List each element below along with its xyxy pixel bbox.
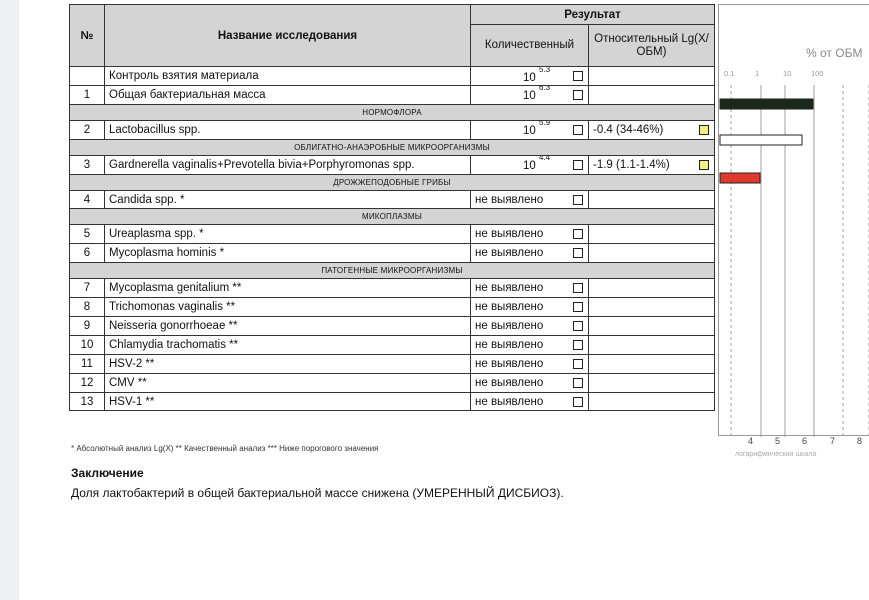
log-tick-label: 7 [830,436,836,446]
header-quantitative: Количественный [471,25,589,67]
result-checkbox[interactable] [573,397,583,407]
relative-cell [589,317,715,336]
header-name: Название исследования [105,5,471,67]
row-number: 3 [70,155,105,174]
chart-bar [720,173,760,183]
relative-cell [589,85,715,104]
test-name: CMV ** [105,373,471,392]
table-row [70,244,715,263]
quantitative-cell [471,373,589,392]
conclusion-title: Заключение [71,466,144,480]
quantitative-exponent: 5.3 [539,66,551,74]
table-row [70,392,715,411]
test-name: Mycoplasma hominis * [105,244,471,263]
log-tick-label: 6 [802,436,808,446]
result-checkbox[interactable] [573,90,583,100]
log-tick-label: 8 [857,436,863,446]
result-checkbox[interactable] [573,195,583,205]
log-tick-label: 4 [748,436,754,446]
row-number: 8 [70,298,105,317]
row-number: 11 [70,354,105,373]
section-label: НОРМОФЛОРА [70,104,715,120]
result-checkbox[interactable] [573,378,583,388]
row-number: 4 [70,190,105,209]
quantitative-text: не выявлено [475,376,544,389]
row-number: 13 [70,392,105,411]
header-num: № [70,5,105,67]
quantitative-base: 10 [523,125,536,138]
section-row [70,104,715,120]
result-checkbox[interactable] [573,302,583,312]
relative-cell [589,373,715,392]
chart-canvas [719,5,869,437]
result-checkbox[interactable] [573,248,583,258]
table-row [70,335,715,354]
table-row [70,373,715,392]
quantitative-text: не выявлено [475,228,544,241]
quantitative-cell [471,354,589,373]
conclusion-text: Доля лактобактерий в общей бактериальной массе снижена (УМЕРЕННЫЙ ДИСБИОЗ). [71,486,564,500]
section-label: ОБЛИГАТНО-АНАЭРОБНЫЕ МИКРООРГАНИЗМЫ [70,139,715,155]
test-name: Candida spp. * [105,190,471,209]
test-name: Контроль взятия материала [105,67,471,86]
quantitative-cell [471,317,589,336]
result-checkbox[interactable] [573,283,583,293]
test-name: HSV-2 ** [105,354,471,373]
section-row [70,263,715,279]
log-tick-label: 5 [775,436,781,446]
quantitative-cell [471,298,589,317]
section-label: МИКОПЛАЗМЫ [70,209,715,225]
relative-cell [589,335,715,354]
quantitative-cell [471,335,589,354]
quantitative-text: не выявлено [475,357,544,370]
relative-cell [589,244,715,263]
quantitative-text: не выявлено [475,247,544,260]
test-name: Lactobacillus spp. [105,120,471,139]
result-checkbox[interactable] [573,359,583,369]
relative-cell [589,279,715,298]
table-row [70,190,715,209]
table-row [70,155,715,174]
relative-cell [589,225,715,244]
result-checkbox[interactable] [573,125,583,135]
table-row [70,67,715,86]
section-label: ПАТОГЕННЫЕ МИКРООРГАНИЗМЫ [70,263,715,279]
percent-tick-label: 10 [783,69,792,78]
quantitative-cell [471,85,589,104]
row-number [70,67,105,86]
section-row [70,139,715,155]
log-scale-label: логарифмическая шкала [735,451,817,458]
row-number: 2 [70,120,105,139]
quantitative-text: не выявлено [475,395,544,408]
quantitative-base: 10 [523,71,536,84]
quantitative-exponent: 4.4 [539,155,551,163]
row-number: 5 [70,225,105,244]
relative-value: -0.4 (34-46%) [593,123,664,136]
result-checkbox[interactable] [573,229,583,239]
relative-cell [589,354,715,373]
result-checkbox[interactable] [573,160,583,170]
table-row [70,317,715,336]
quantitative-cell [471,120,589,139]
chart-bar [720,135,802,145]
quantitative-cell [471,225,589,244]
test-name: Общая бактериальная масса [105,85,471,104]
log-chart [718,4,869,436]
row-number: 10 [70,335,105,354]
relative-marker [699,160,709,170]
row-number: 1 [70,85,105,104]
table-row [70,85,715,104]
quantitative-cell [471,279,589,298]
relative-cell [589,298,715,317]
quantitative-cell [471,67,589,86]
quantitative-cell [471,244,589,263]
quantitative-cell [471,155,589,174]
quantitative-exponent: 6.3 [539,85,551,93]
test-name: Trichomonas vaginalis ** [105,298,471,317]
section-label: ДРОЖЖЕПОДОБНЫЕ ГРИБЫ [70,174,715,190]
relative-marker [699,125,709,135]
percent-tick-label: 1 [755,69,760,78]
row-number: 7 [70,279,105,298]
table-row [70,354,715,373]
section-row [70,174,715,190]
test-name: Mycoplasma genitalium ** [105,279,471,298]
relative-cell [589,67,715,86]
row-number: 12 [70,373,105,392]
quantitative-text: не выявлено [475,193,544,206]
relative-value: -1.9 (1.1-1.4%) [593,158,670,171]
test-name: Gardnerella vaginalis+Prevotella bivia+Porphyromonas spp. [105,155,471,174]
quantitative-base: 10 [523,90,536,103]
header-result: Результат [471,5,715,25]
row-number: 6 [70,244,105,263]
table-row [70,120,715,139]
table-row [70,298,715,317]
relative-cell [589,392,715,411]
test-name: Chlamydia trachomatis ** [105,335,471,354]
quantitative-text: не выявлено [475,301,544,314]
test-name: Ureaplasma spp. * [105,225,471,244]
chart-bar [720,99,813,109]
test-name: HSV-1 ** [105,392,471,411]
result-checkbox[interactable] [573,340,583,350]
left-gutter [0,0,19,600]
table-row [70,279,715,298]
table-row [70,225,715,244]
relative-cell [589,155,715,174]
results-table [69,4,715,411]
table-body [70,67,715,411]
section-row [70,209,715,225]
result-checkbox[interactable] [573,321,583,331]
quantitative-text: не выявлено [475,282,544,295]
quantitative-text: не выявлено [475,319,544,332]
row-number: 9 [70,317,105,336]
relative-cell [589,190,715,209]
quantitative-text: не выявлено [475,338,544,351]
quantitative-base: 10 [523,160,536,173]
quantitative-cell [471,190,589,209]
relative-cell [589,120,715,139]
result-checkbox[interactable] [573,71,583,81]
chart-title: % от ОБМ [806,46,863,60]
quantitative-exponent: 5.9 [539,120,551,128]
percent-tick-label: 0.1 [724,69,735,78]
test-name: Neisseria gonorrhoeae ** [105,317,471,336]
header-relative: Относительный Lg(X/ОБМ) [589,25,715,67]
quantitative-cell [471,392,589,411]
percent-tick-label: 100 [811,69,824,78]
footnote: * Абсолютный анализ Lg(X) ** Качественный анализ *** Ниже порогового значения [71,444,379,453]
